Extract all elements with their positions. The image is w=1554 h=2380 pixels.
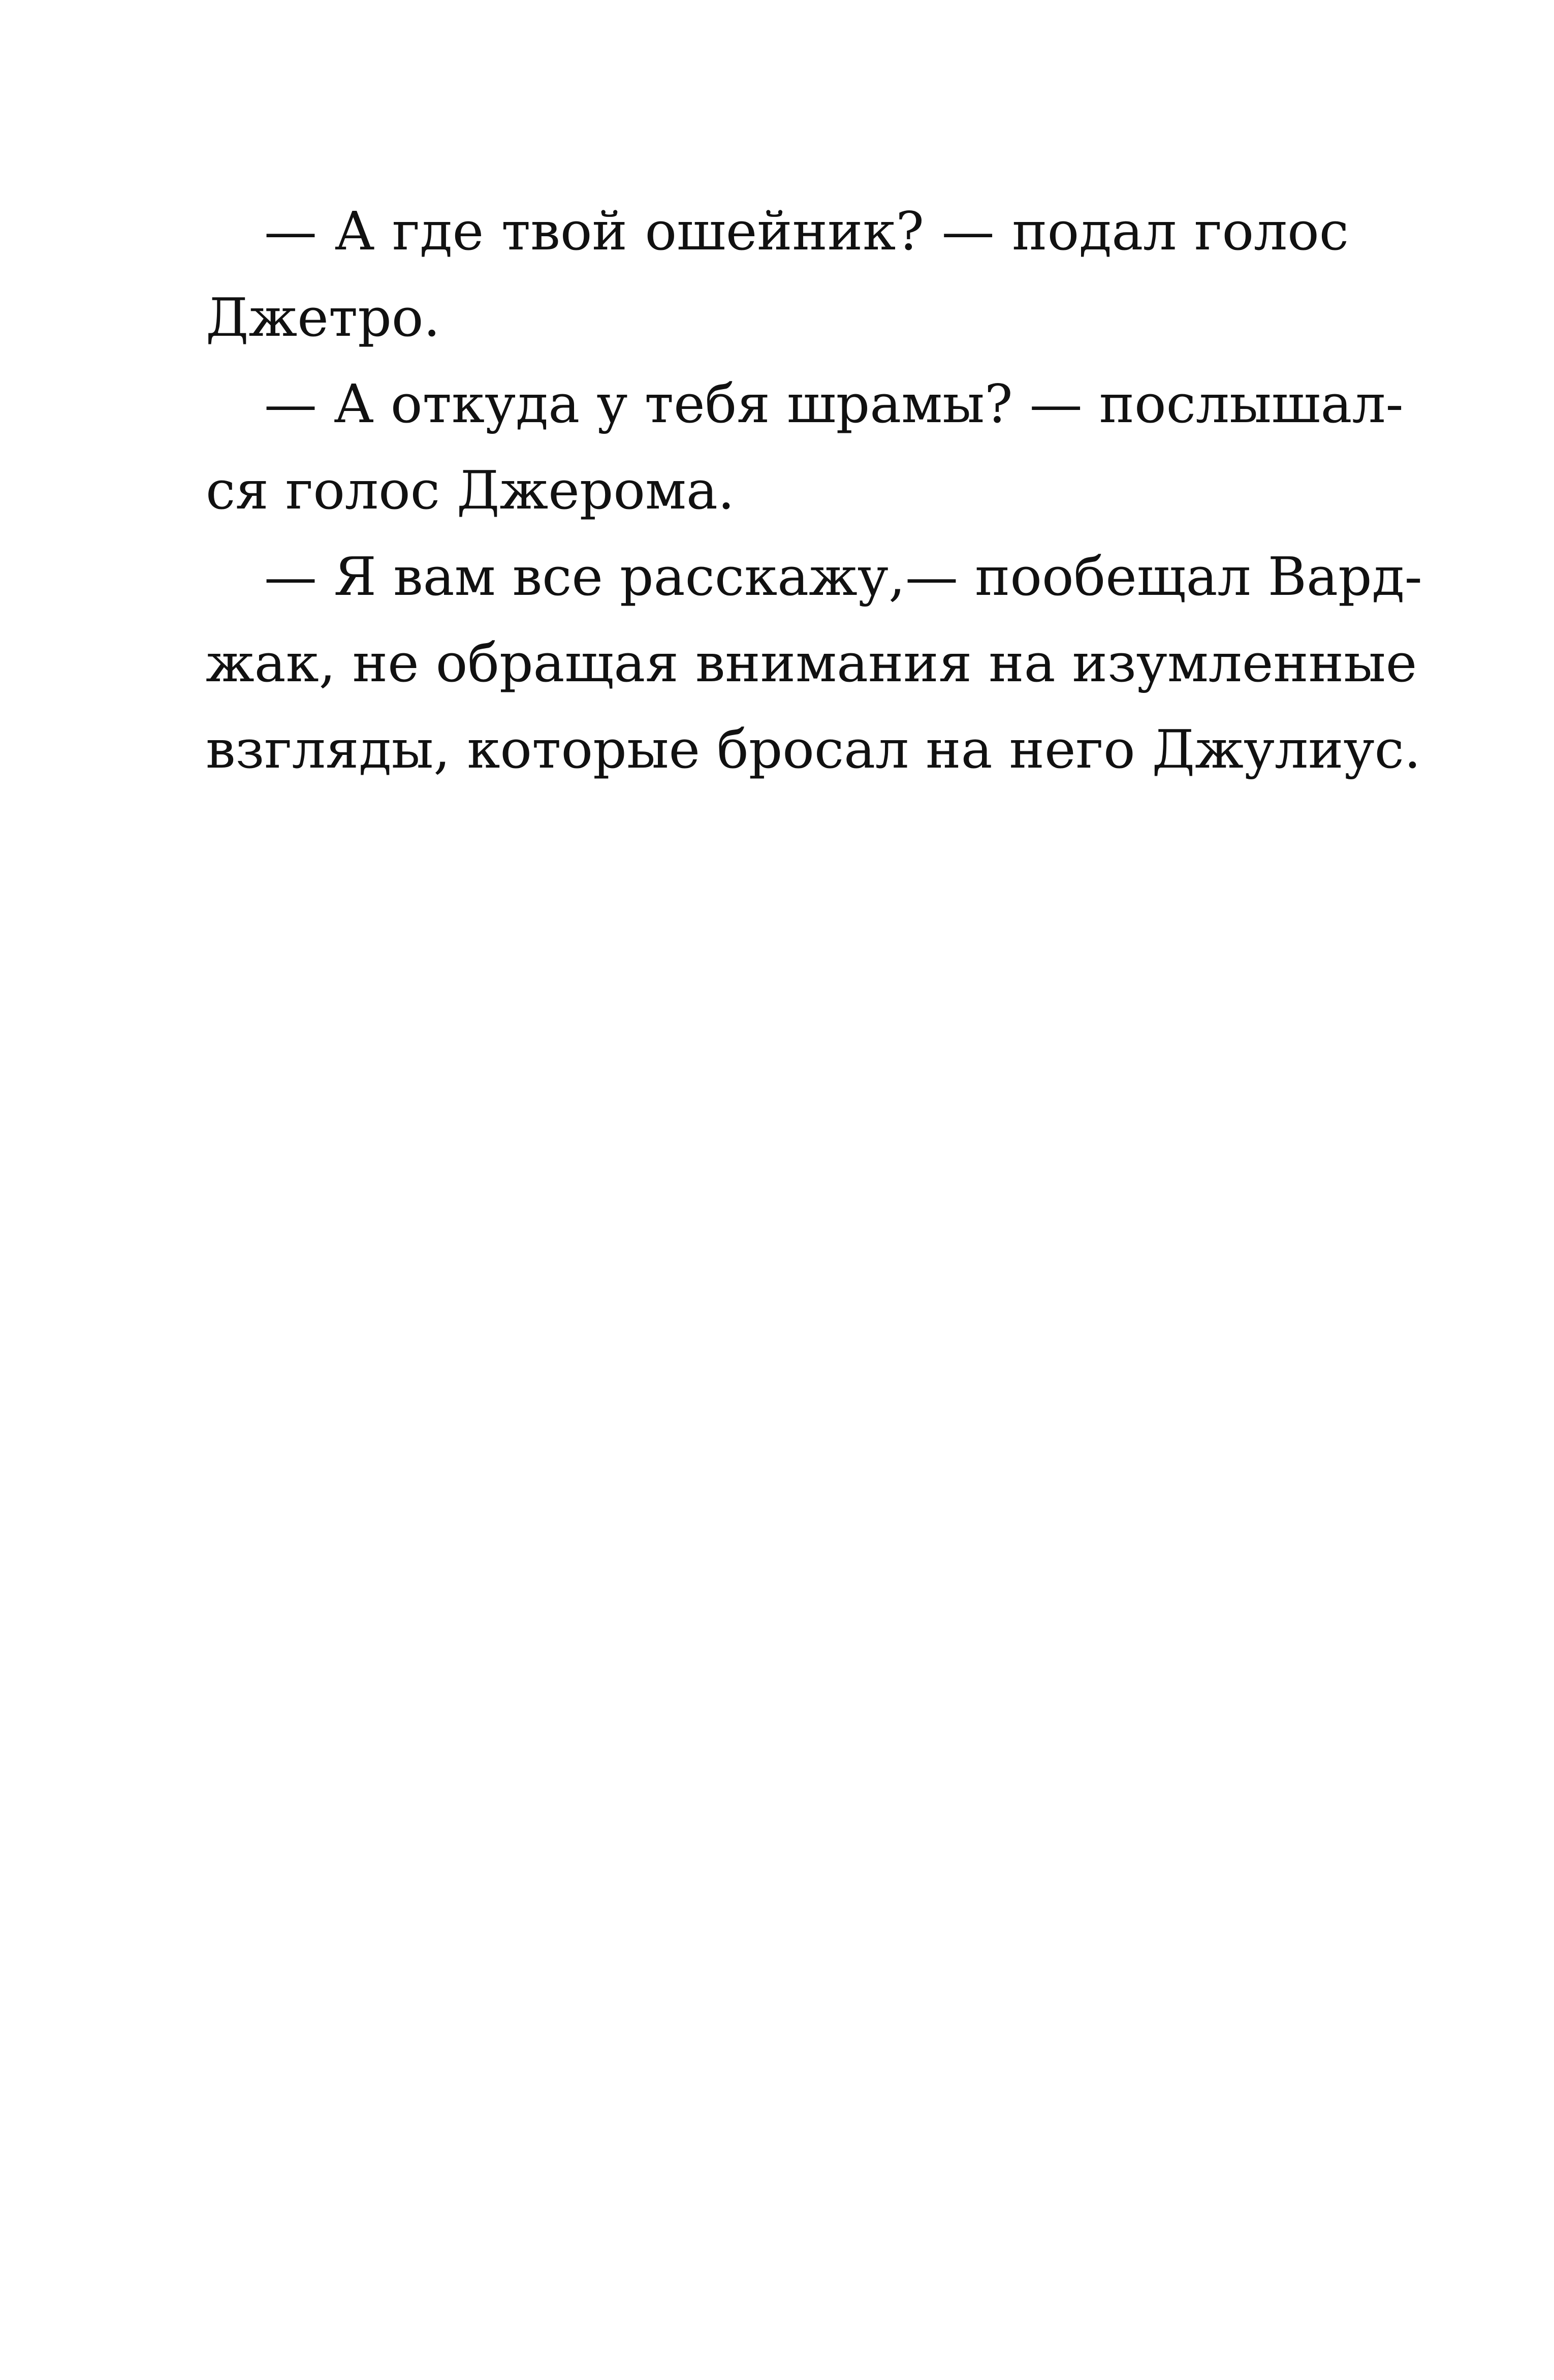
text-line: жак, не обращая внимания на изумленные [206,632,1417,694]
text-line: — А откуда у тебя шрамы? — послышал- [264,373,1404,435]
body-text [206,188,1422,792]
text-line: Джетро. [206,287,440,348]
text-line: — Я вам все расскажу,— пообещал Вард- [264,546,1422,608]
text-line: ся голос Джерома. [206,459,735,521]
text-line: взгляды, которые бросал на него Джулиус. [206,718,1421,780]
text-line: — А где твой ошейник? — подал голос [264,200,1349,262]
